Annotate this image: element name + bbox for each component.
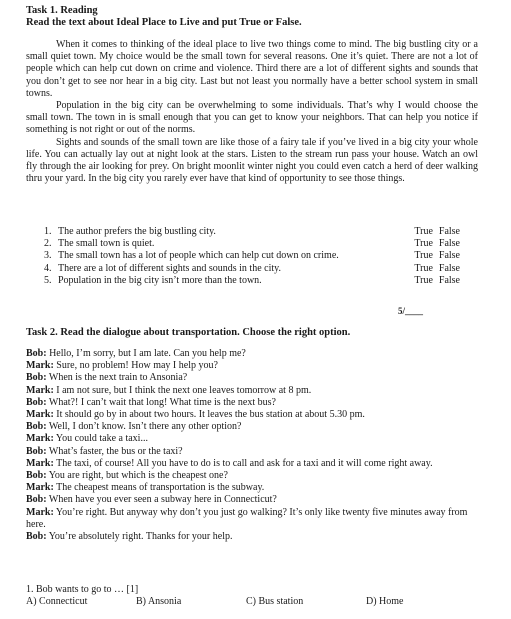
true-option[interactable]: True: [414, 226, 433, 237]
speaker-name: Bob:: [26, 348, 47, 359]
dialogue-line: [26, 470, 478, 482]
reading-text: [26, 39, 478, 185]
dialogue-text: What?! I can’t wait that long! What time is the next bus?: [48, 396, 276, 408]
speaker-name: Bob:: [26, 372, 47, 384]
option-b[interactable]: B) Ansonia: [136, 596, 182, 607]
speaker-name: Mark:: [26, 409, 54, 421]
reading-paragraph: When it comes to thinking of the ideal place to live two things come to mind. The big bustling city or a small quiet town. My choice would be the small town for several reasons. One it’s quiet. There are not a lot of people which can help cut down on crime and violence. Third there are a lot of different sights and sounds that you don’t get to see nor hear in a big city. Last but not least you normally have a better school system in small towns.: [26, 39, 478, 99]
statement-number: 1.: [44, 226, 52, 237]
dialogue-text: You’re absolutely right. Thanks for your help.: [48, 531, 233, 543]
true-false-list: [44, 226, 460, 287]
speaker-name: Mark:: [26, 482, 54, 494]
reading-paragraph: Population in the big city can be overwhelming to some individuals. That’s why I would choose the small town. The town in is small enough that you can get to know your neighbors. That can help you notice if something is not right or out of the norms.: [26, 100, 478, 136]
reading-paragraph: Sights and sounds of the small town are like those of a fairy tale if you’ve lived in a big city your whole life. You can actually lay out at night look at the stars. Listen to the stream run pass your house. Watch an owl fly through the air looking for prey. On bright moonlit winter night you could even catch a herd of deer walking thru your yard. In the big city you rarely ever have that kind of opportunity to see those things.: [26, 136, 478, 185]
dialogue-text: Hello, I’m sorry, but I am late. Can you help me?: [49, 348, 246, 359]
dialogue-line: [26, 348, 478, 360]
dialogue-line: [26, 458, 478, 470]
false-option[interactable]: False: [438, 238, 460, 250]
statement-text: The author prefers the big bustling city.: [58, 226, 216, 237]
dialogue-text: Well, I don’t know. Isn’t there any other option?: [48, 421, 242, 433]
speaker-name: Mark:: [26, 360, 54, 372]
statement-row: [44, 238, 460, 250]
true-option[interactable]: True: [414, 250, 433, 262]
answer-options: [26, 596, 456, 608]
dialogue-text: What’s faster, the bus or the taxi?: [48, 445, 183, 457]
option-a[interactable]: A) Connecticut: [26, 596, 88, 607]
dialogue-line: [26, 494, 478, 506]
dialogue-line: [26, 507, 478, 531]
dialogue-line: [26, 531, 478, 543]
speaker-name: Mark:: [26, 506, 54, 518]
dialogue-text: It should go by in about two hours. It leaves the bus station at about 5.30 pm.: [56, 409, 365, 421]
false-option[interactable]: False: [438, 262, 460, 274]
score-field: 5/____: [398, 306, 424, 316]
dialogue-text: The cheapest means of transportation is the subway.: [56, 482, 265, 494]
statement-row: [44, 263, 460, 275]
statement-number: 5.: [44, 274, 52, 286]
speaker-name: Bob:: [26, 445, 47, 457]
speaker-name: Mark:: [26, 433, 54, 445]
statement-text: Population in the big city isn’t more than the town.: [58, 274, 262, 286]
statement-row: [44, 250, 460, 262]
dialogue-line: [26, 433, 478, 445]
statement-number: 4.: [44, 262, 52, 274]
statement-number: 3.: [44, 250, 52, 262]
speaker-name: Bob:: [26, 421, 47, 433]
dialogue-line: [26, 446, 478, 458]
option-d[interactable]: D) Home: [366, 596, 404, 607]
dialogue-line: [26, 409, 478, 421]
speaker-name: Mark:: [26, 384, 54, 396]
dialogue-text: The taxi, of course! All you have to do is to call and ask for a taxi and it will come right away.: [56, 457, 433, 469]
task2-title: Task 2. Read the dialogue about transportation. Choose the right option.: [26, 327, 351, 338]
task1-title: Task 1. Reading: [26, 5, 98, 16]
dialogue-line: [26, 360, 478, 372]
true-option[interactable]: True: [414, 274, 433, 286]
dialogue-line: [26, 385, 478, 397]
statement-text: The small town is quiet.: [58, 238, 155, 250]
statement-row: [44, 226, 460, 238]
dialogue-line: [26, 372, 478, 384]
speaker-name: Mark:: [26, 457, 54, 469]
speaker-name: Bob:: [26, 531, 47, 543]
dialogue: [26, 348, 478, 543]
statement-text: The small town has a lot of people which can help cut down on crime.: [58, 250, 339, 262]
speaker-name: Bob:: [26, 470, 47, 482]
dialogue-text: When is the next train to Ansonia?: [48, 372, 188, 384]
statement-number: 2.: [44, 238, 52, 250]
false-option[interactable]: False: [438, 274, 460, 286]
dialogue-text: You could take a taxi...: [55, 433, 148, 445]
statement-text: There are a lot of different sights and sounds in the city.: [58, 262, 281, 274]
dialogue-line: [26, 421, 478, 433]
dialogue-text: Sure, no problem! How may I help you?: [56, 360, 218, 372]
dialogue-text: You’re right. But anyway why don’t you just go walking? It’s only like twenty five minutes away from here.: [26, 506, 468, 530]
option-c[interactable]: C) Bus station: [246, 596, 304, 607]
true-option[interactable]: True: [414, 238, 433, 250]
dialogue-text: I am not sure, but I think the next one leaves tomorrow at 8 pm.: [56, 384, 312, 396]
speaker-name: Bob:: [26, 396, 47, 408]
dialogue-text: You are right, but which is the cheapest one?: [48, 470, 228, 482]
question-text: 1. Bob wants to go to … [1]: [26, 584, 139, 595]
true-option[interactable]: True: [414, 262, 433, 274]
dialogue-text: When have you ever seen a subway here in Connecticut?: [48, 494, 277, 506]
dialogue-line: [26, 397, 478, 409]
dialogue-line: [26, 482, 478, 494]
false-option[interactable]: False: [438, 250, 460, 262]
statement-row: [44, 275, 460, 287]
task1-instruction: Read the text about Ideal Place to Live and put True or False.: [26, 17, 302, 28]
false-option[interactable]: False: [438, 226, 460, 237]
speaker-name: Bob:: [26, 494, 47, 506]
